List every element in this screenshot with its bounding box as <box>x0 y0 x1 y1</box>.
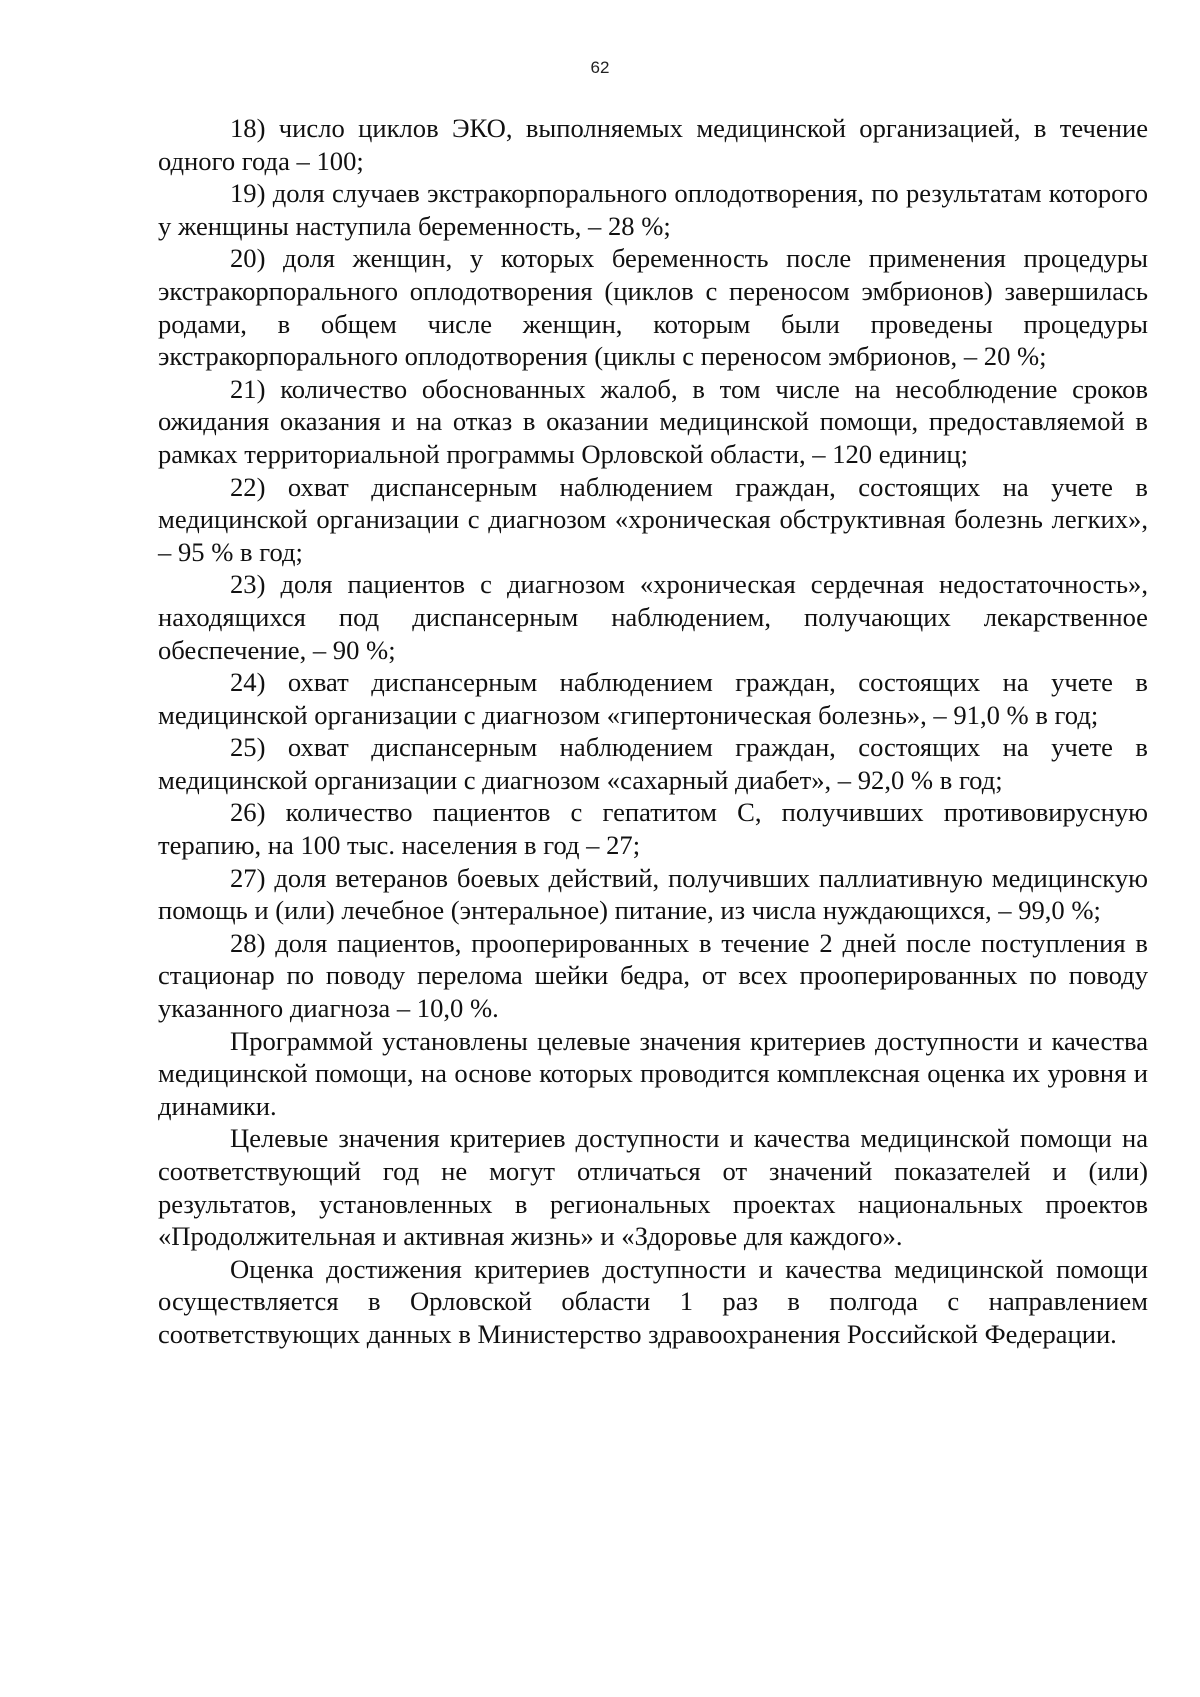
document-body <box>158 112 1148 1351</box>
criterion-25-paragraph: 25) охват диспансерным наблюдением граждан, состоящих на учете в медицинской организации с диагнозом «сахарный диабет», – 92,0 % в год; <box>158 732 1148 795</box>
criterion-20-paragraph: 20) доля женщин, у которых беременность после применения процедуры экстракорпорального оплодотворения (циклов с переносом эмбрионов) завершилась родами, в общем числе женщин, которым были проведены процедуры экстракорпорального оплодотворения (циклы с переносом эмбрионов, – 20 %; <box>158 243 1148 372</box>
criterion-21-paragraph: 21) количество обоснованных жалоб, в том числе на несоблюдение сроков ожидания оказания и на отказ в оказании медицинской помощи, предоставляемой в рамках территориальной программы Орловской области, – 120 единиц; <box>158 373 1148 469</box>
target-values-paragraph: Программой установлены целевые значения критериев доступности и качества медицинской помощи, на основе которых проводится комплексная оценка их уровня и динамики. <box>158 1025 1148 1121</box>
page-number: 62 <box>590 58 610 77</box>
criterion-18-paragraph: 18) число циклов ЭКО, выполняемых медицинской организацией, в течение одного года – 100; <box>158 113 1148 176</box>
criterion-19-paragraph: 19) доля случаев экстракорпорального оплодотворения, по результатам которого у женщины наступила беременность, – 28 %; <box>158 178 1148 241</box>
criterion-24-paragraph: 24) охват диспансерным наблюдением граждан, состоящих на учете в медицинской организации с диагнозом «гипертоническая болезнь», – 91,0 % в год; <box>158 667 1148 730</box>
criterion-28-paragraph: 28) доля пациентов, прооперированных в течение 2 дней после поступления в стационар по поводу перелома шейки бедра, от всех прооперированных по поводу указанного диагноза – 10,0 %. <box>158 927 1148 1024</box>
criterion-23-paragraph: 23) доля пациентов с диагнозом «хроническая сердечная недостаточность», находящихся под диспансерным наблюдением, получающих лекарственное обеспечение, – 90 %; <box>158 569 1148 665</box>
assessment-paragraph: Оценка достижения критериев доступности и качества медицинской помощи осуществляется в Орловской области 1 раз в полгода с направлением соответствующих данных в Министерство здравоохранения Российской Федерации. <box>158 1253 1148 1349</box>
criterion-26-paragraph: 26) количество пациентов с гепатитом С, получивших противовирусную терапию, на 100 тыс. населения в год – 27; <box>158 797 1148 861</box>
target-values-limits-paragraph: Целевые значения критериев доступности и качества медицинской помощи на соответствующий год не могут отличаться от значений показателей и (или) результатов, установленных в региональных проектах национальных проектов «Продолжительная и активная жизнь» и «Здоровье для каждого». <box>158 1123 1148 1252</box>
criterion-27-paragraph: 27) доля ветеранов боевых действий, получивших паллиативную медицинскую помощь и (или) лечебное (энтеральное) питание, из числа нуждающихся, – 99,0 %; <box>158 862 1148 926</box>
criterion-22-paragraph: 22) охват диспансерным наблюдением граждан, состоящих на учете в медицинской организации с диагнозом «хроническая обструктивная болезнь легких», – 95 % в год; <box>158 471 1148 567</box>
